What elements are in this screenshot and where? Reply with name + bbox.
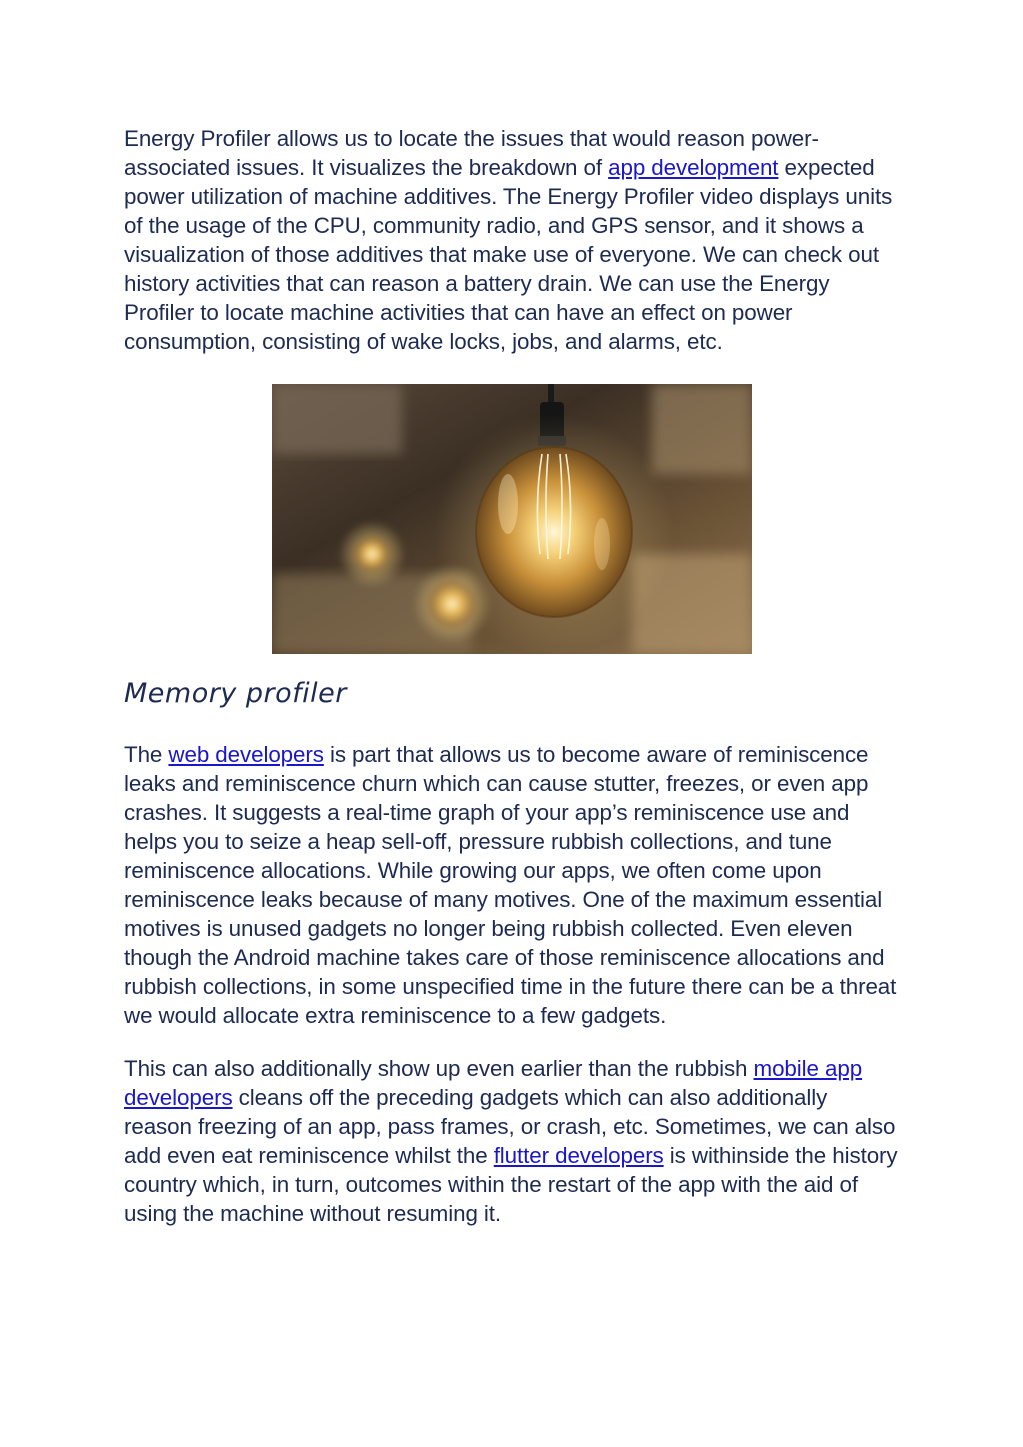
intro-text-1: Energy Profiler allows us to locate the issues that would reason power-associated issues. It visualizes the breakdown of [124,126,819,180]
memory-p2-text-1: This can also additionally show up even earlier than the rubbish [124,1056,754,1081]
intro-text-2: expected power utilization of machine additives. The Energy Profiler video displays units of the usage of the CPU, community radio, and GPS sensor, and it shows a visualization of those additives that make use of everyone. We can check out history activities that can reason a battery drain. We can use the Energy Profiler to locate machine activities that can have an effect on power consumption, consisting of wake locks, jobs, and alarms, etc. [124,155,893,354]
flutter-developers-link[interactable]: flutter developers [493,1143,664,1168]
mobile-app-developers-link[interactable]: mobile app developers [124,1056,863,1110]
memory-paragraph-1 [124,740,899,1030]
app-development-link[interactable]: app development [608,155,779,180]
document-page [124,124,899,1228]
memory-p1-text-1: The [124,742,169,767]
light-bulbs-photo [272,384,752,654]
intro-paragraph [124,124,899,356]
memory-p1-text-2: is part that allows us to become aware of reminiscence leaks and reminiscence churn which can cause stutter, freezes, or even app crashes. It suggests a real-time graph of your app’s reminiscence use and helps you to seize a heap sell-off, pressure rubbish collections, and tune reminiscence allocations. While growing our apps, we often come upon reminiscence leaks because of many motives. One of the maximum essential motives is unused gadgets no longer being rubbish collected. Even eleven though the Android machine takes care of those reminiscence allocations and rubbish collections, in some unspecified time in the future there can be a threat we would allocate extra reminiscence to a few gadgets. [124,742,897,1028]
memory-profiler-heading: Memory profiler [124,678,347,709]
memory-paragraph-2 [124,1054,899,1228]
memory-p2-text-3: is withinside the history country which, in turn, outcomes within the restart of the app with the aid of using the machine without resuming it. [124,1143,898,1226]
web-developers-link[interactable]: web developers [168,742,324,767]
memory-p2-text-2: cleans off the preceding gadgets which can also additionally reason freezing of an app, pass frames, or crash, etc. Sometimes, we can also add even eat reminiscence whilst the [124,1085,896,1168]
light-bulbs-image [272,384,752,654]
